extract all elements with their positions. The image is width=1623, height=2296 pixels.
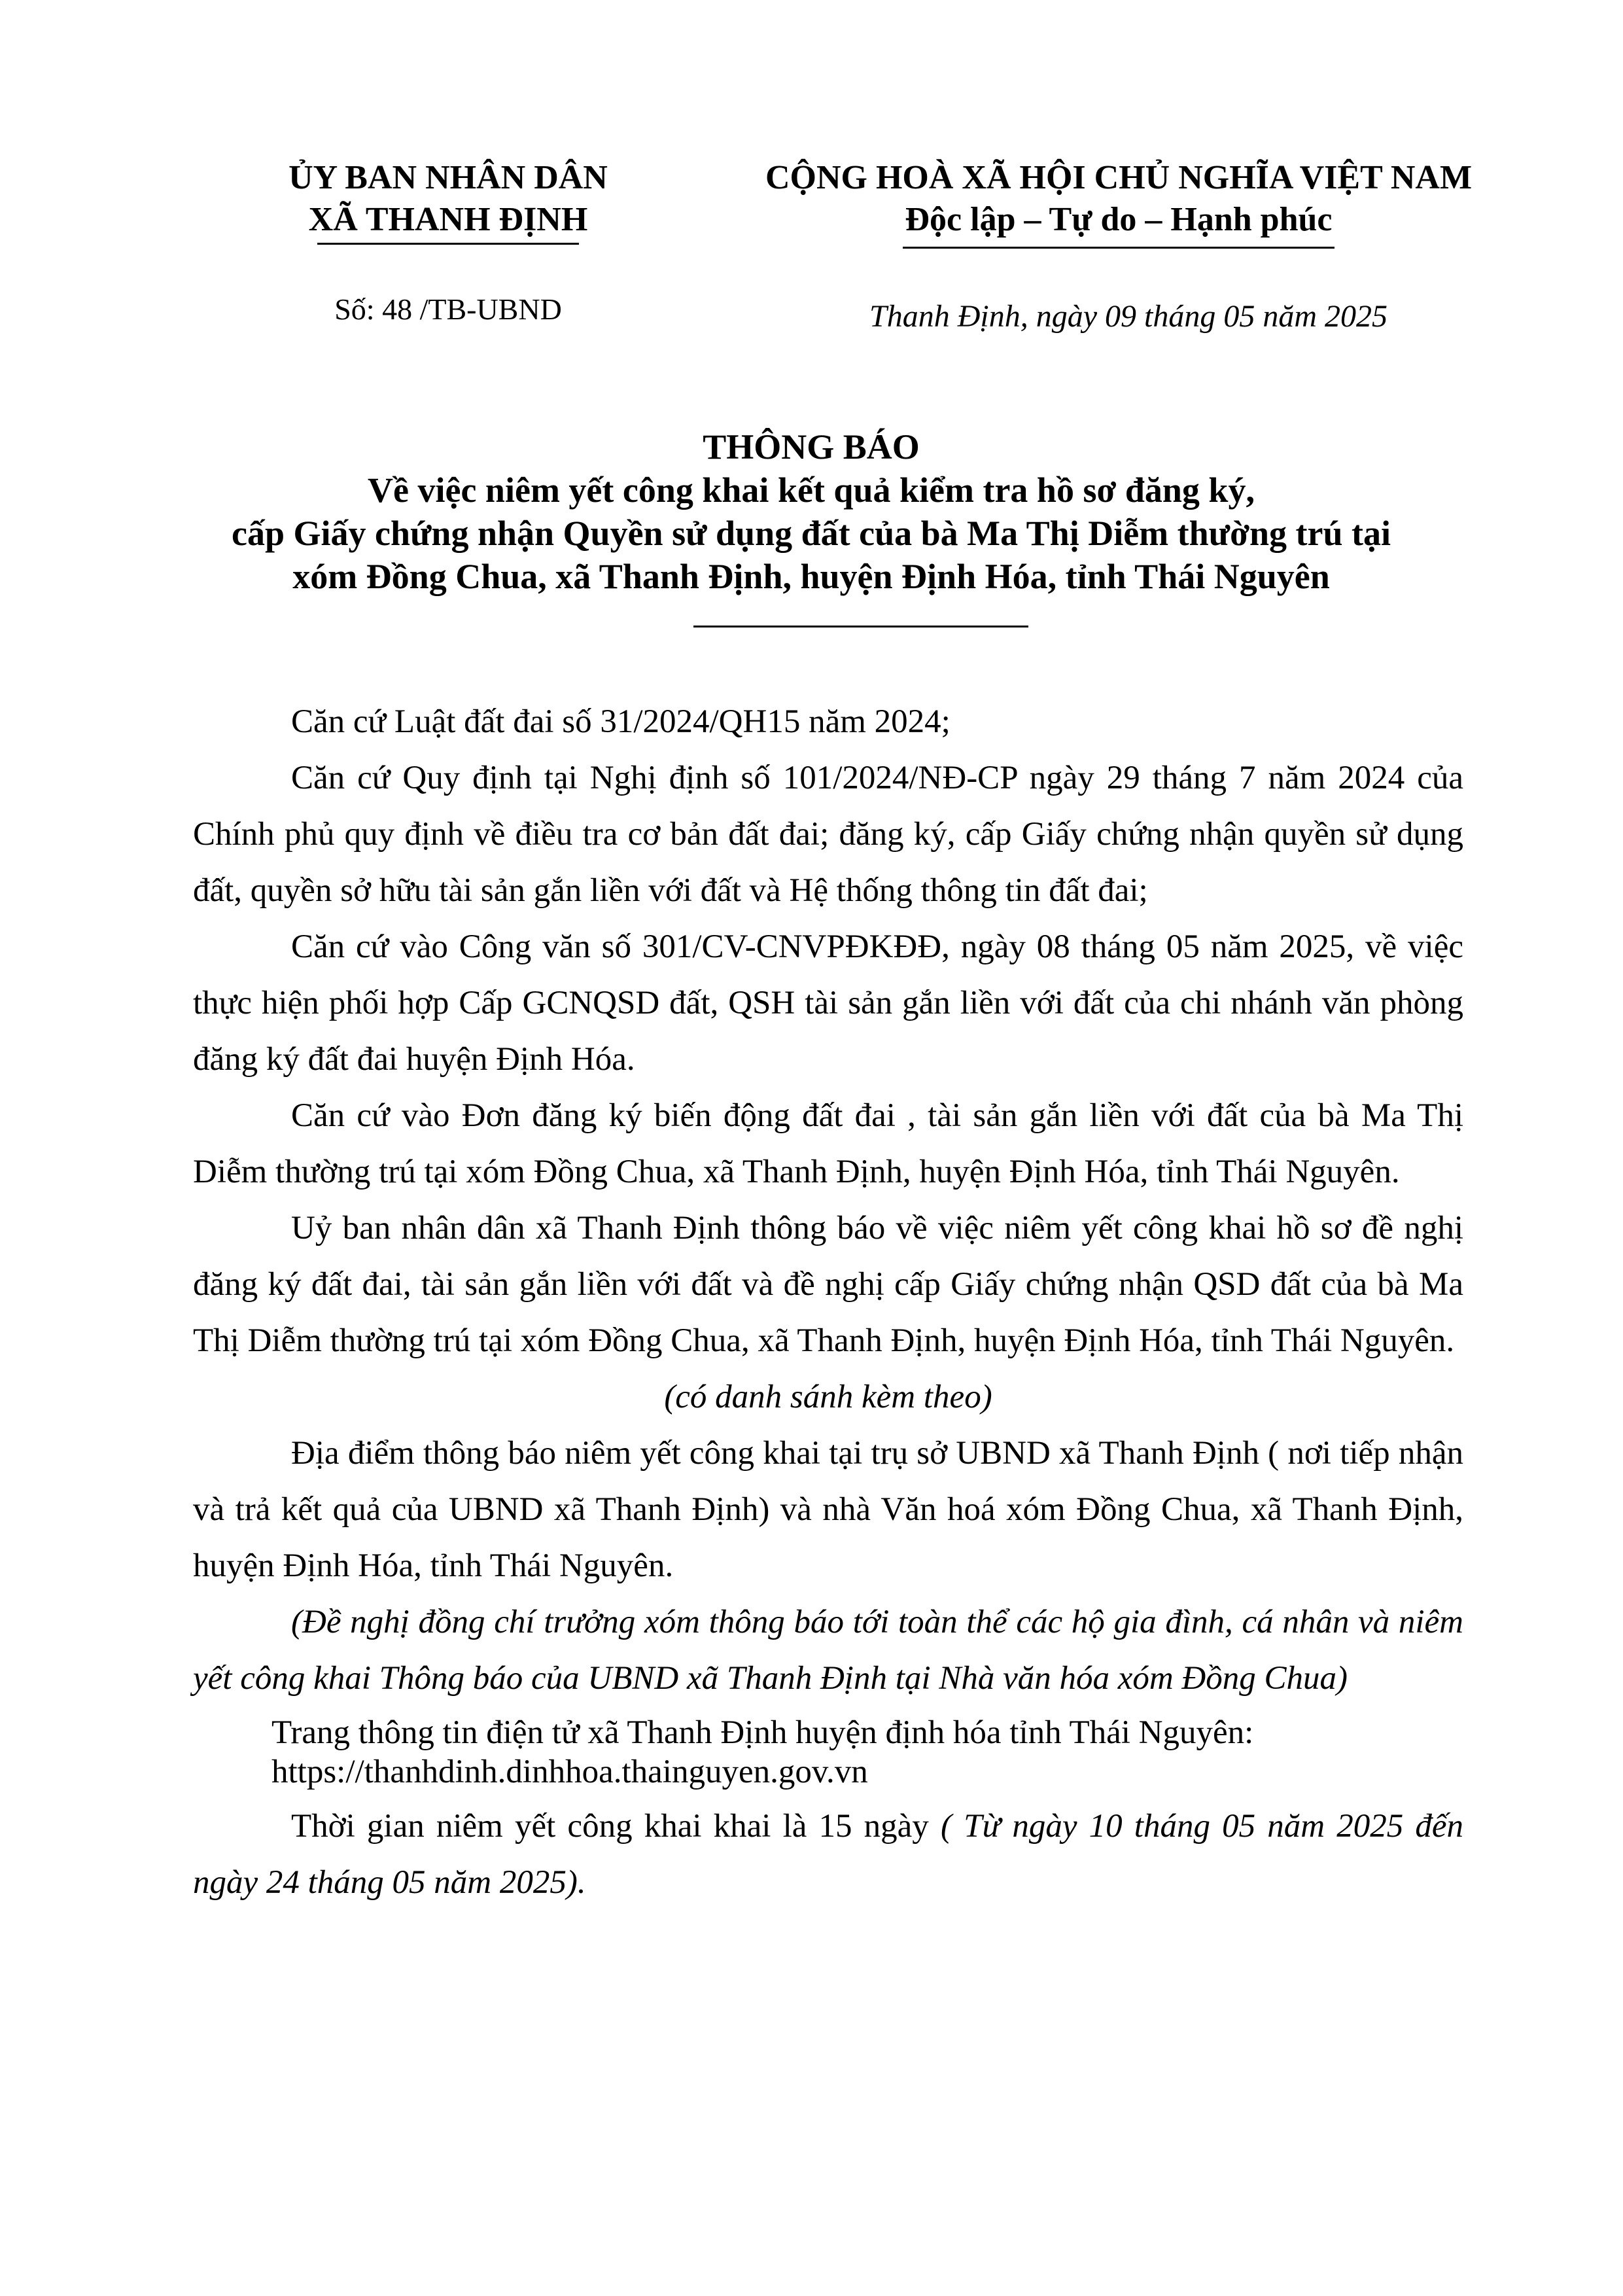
paragraph-legal-basis-1: Căn cứ Luật đất đai số 31/2024/QH15 năm 2024; bbox=[291, 703, 951, 740]
motto-underline bbox=[903, 247, 1335, 249]
document-body bbox=[193, 694, 1463, 1911]
title-line1: Về việc niêm yết công khai kết quả kiểm tra hồ sơ đăng ký, bbox=[368, 470, 1255, 510]
website-url[interactable]: https://thanhdinh.dinhhoa.thainguyen.gov.vn bbox=[271, 1754, 868, 1790]
posting-period-dates: ( Từ ngày 10 tháng 05 năm 2025 đến ngày 24 tháng 05 năm 2025). bbox=[193, 1808, 1463, 1901]
attachment-note: (có danh sánh kèm theo) bbox=[664, 1379, 992, 1415]
title-heading: THÔNG BÁO bbox=[703, 427, 920, 467]
paragraph-legal-basis-2: Căn cứ Quy định tại Nghị định số 101/2024/NĐ-CP ngày 29 tháng 7 năm 2024 của Chính phủ quy định về điều tra cơ bản đất đai; đăng ký, cấp Giấy chứng nhận quyền sử dụng đất, quyền sở hữu tài sản gắn liền với đất và Hệ thống thông tin đất đai; bbox=[193, 760, 1463, 909]
paragraph-location: Địa điểm thông báo niêm yết công khai tại trụ sở UBND xã Thanh Định ( nơi tiếp nhận và trả kết quả của UBND xã Thanh Định) và nhà Văn hoá xóm Đồng Chua, xã Thanh Định, huyện Định Hóa, tỉnh Thái Nguyên. bbox=[193, 1435, 1463, 1584]
paragraph-announcement: Uỷ ban nhân dân xã Thanh Định thông báo về việc niêm yết công khai hồ sơ đề nghị đăng ký đất đai, tài sản gắn liền với đất và đề nghị cấp Giấy chứng nhận QSD đất của bà Ma Thị Diễm thường trú tại xóm Đồng Chua, xã Thanh Định, huyện Định Hóa, tỉnh Thái Nguyên. bbox=[193, 1210, 1463, 1359]
title-line2: cấp Giấy chứng nhận Quyền sử dụng đất của bà Ma Thị Diễm thường trú tại bbox=[232, 514, 1391, 553]
document-number: Số: 48 /TB-UBND bbox=[334, 292, 562, 326]
document-title bbox=[164, 425, 1459, 598]
nation-line1: CỘNG HOÀ XÃ HỘI CHỦ NGHĨA VIỆT NAM bbox=[765, 159, 1473, 196]
paragraph-legal-basis-4: Căn cứ vào Đơn đăng ký biến động đất đai , tài sản gắn liền với đất của bà Ma Thị Diễm thường trú tại xóm Đồng Chua, xã Thanh Định, huyện Định Hóa, tỉnh Thái Nguyên. bbox=[193, 1097, 1463, 1190]
paragraph-request: (Đề nghị đồng chí trưởng xóm thông báo tới toàn thể các hộ gia đình, cá nhân và niêm yết công khai Thông báo của UBND xã Thanh Định tại Nhà văn hóa xóm Đồng Chua) bbox=[193, 1604, 1463, 1697]
agency-underline bbox=[317, 243, 579, 245]
agency-line2: XÃ THANH ĐỊNH bbox=[308, 201, 588, 238]
paragraph-posting-period bbox=[193, 1798, 1463, 1911]
title-underline bbox=[693, 626, 1028, 627]
document-date: Thanh Định, ngày 09 tháng 05 năm 2025 bbox=[869, 299, 1387, 334]
paragraph-legal-basis-3: Căn cứ vào Công văn số 301/CV-CNVPĐKĐĐ, ngày 08 tháng 05 năm 2025, về việc thực hiện phối hợp Cấp GCNQSD đất, QSH tài sản gắn liền với đất của chi nhánh văn phòng đăng ký đất đai huyện Định Hóa. bbox=[193, 928, 1463, 1078]
agency-header bbox=[252, 157, 644, 241]
title-line3: xóm Đồng Chua, xã Thanh Định, huyện Định Hóa, tỉnh Thái Nguyên bbox=[292, 557, 1330, 596]
nation-line2: Độc lập – Tự do – Hạnh phúc bbox=[905, 201, 1333, 238]
agency-line1: ỦY BAN NHÂN DÂN bbox=[288, 159, 608, 196]
website-label: Trang thông tin điện tử xã Thanh Định huyện định hóa tỉnh Thái Nguyên: bbox=[271, 1714, 1254, 1751]
nation-header bbox=[720, 157, 1518, 241]
posting-period-main: Thời gian niêm yết công khai khai là 15 ngày bbox=[291, 1808, 941, 1845]
